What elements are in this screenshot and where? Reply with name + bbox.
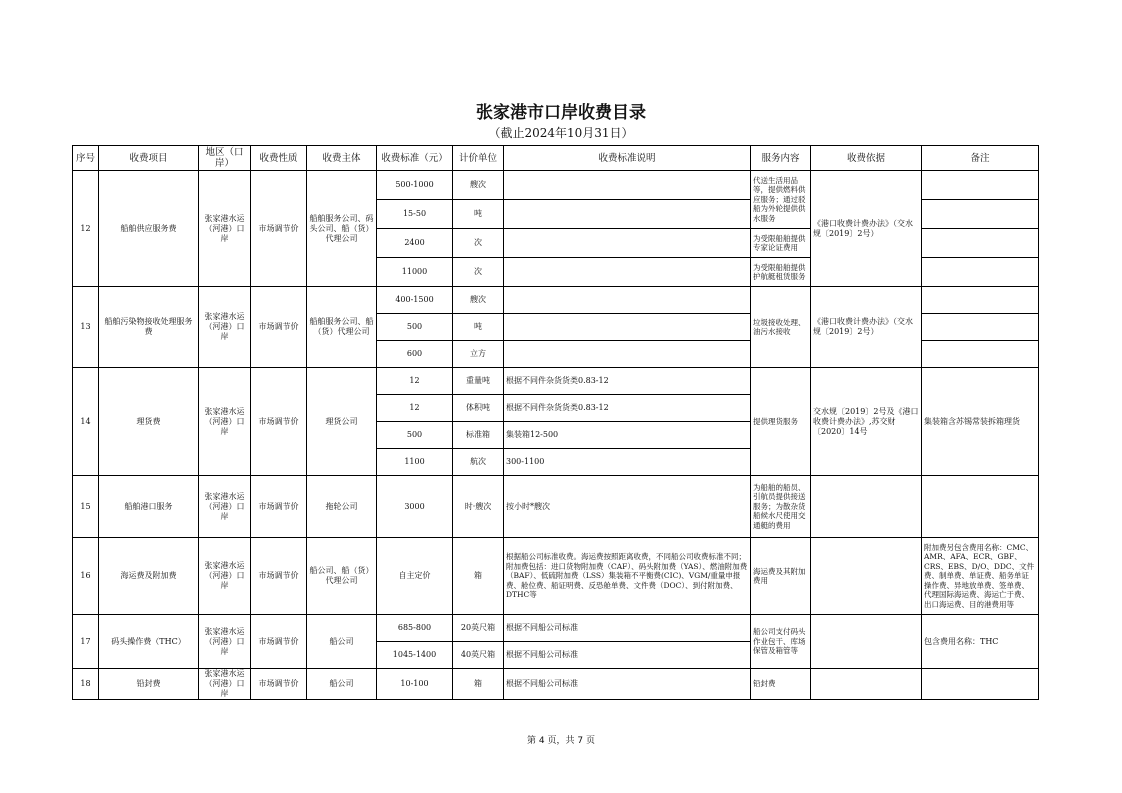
- row-service: 为受限船舶提供专家论证费用: [751, 229, 811, 258]
- row-remark: 附加费另包含费用名称：CMC、AMR、AFA、ECR、GBF、CRS、EBS、D/O、DDC、文件费、制单费、单证费、船务单证操作费、异地放单费、签单费、代理国际海运费、海运亡于费、出口海运费、目的港费用等: [922, 538, 1039, 615]
- row-unit: 吨: [453, 314, 504, 341]
- row-nature: 市场调节价: [251, 476, 307, 538]
- row-remark: [922, 287, 1039, 314]
- row-service: 为受限船舶提供护航艇租赁服务: [751, 258, 811, 287]
- row-region: 张家港水运（河港）口岸: [199, 287, 251, 368]
- row-subject: 船公司: [307, 669, 377, 700]
- row-unit: 重量吨: [453, 368, 504, 395]
- row-desc: 根据不同船公司标准: [504, 669, 751, 700]
- page-subtitle: （截止2024年10月31日）: [488, 126, 634, 140]
- row-nature: 市场调节价: [251, 287, 307, 368]
- row-standard: 500: [377, 422, 453, 449]
- header-no: 序号: [73, 146, 99, 171]
- row-desc: 根据不同件杂货货类0.83-12: [504, 368, 751, 395]
- row-desc: 根据不同件杂货货类0.83-12: [504, 395, 751, 422]
- row-standard: 600: [377, 341, 453, 368]
- row-subject: 理货公司: [307, 368, 377, 476]
- row-standard: 11000: [377, 258, 453, 287]
- row-remark: [922, 341, 1039, 368]
- row-unit: 次: [453, 258, 504, 287]
- row-nature: 市场调节价: [251, 538, 307, 615]
- row-region: 张家港水运（河港）口岸: [199, 368, 251, 476]
- header-nature: 收费性质: [251, 146, 307, 171]
- row-nature: 市场调节价: [251, 615, 307, 669]
- row-subject: 船公司: [307, 615, 377, 669]
- row-region: 张家港水运（河港）口岸: [199, 669, 251, 700]
- row-subject: 船公司、船（货）代理公司: [307, 538, 377, 615]
- row-item: 理货费: [99, 368, 199, 476]
- row-standard: 500: [377, 314, 453, 341]
- row-nature: 市场调节价: [251, 171, 307, 287]
- row-desc: [504, 200, 751, 229]
- header-desc: 收费标准说明: [504, 146, 751, 171]
- row-desc: 按小时*艘次: [504, 476, 751, 538]
- row-standard: 15-50: [377, 200, 453, 229]
- header-service: 服务内容: [751, 146, 811, 171]
- row-remark: 集装箱含苏锡常装拆箱理货: [922, 368, 1039, 476]
- page-title: 张家港市口岸收费目录: [476, 103, 646, 123]
- row-service: 垃圾接收处理、油污水接收: [751, 287, 811, 368]
- header-standard: 收费标准（元）: [377, 146, 453, 171]
- row-desc: 根据不同船公司标准: [504, 615, 751, 642]
- row-remark: [922, 314, 1039, 341]
- row-basis: 《港口收费计费办法》（交水规〔2019〕2号）: [811, 171, 922, 287]
- page-footer: 第 4 页，共 7 页: [527, 736, 595, 746]
- row-standard: 1045-1400: [377, 642, 453, 669]
- row-subject: 船舶服务公司、船（货）代理公司: [307, 287, 377, 368]
- row-desc: 根据不同船公司标准: [504, 642, 751, 669]
- row-subject: 船舶服务公司、码头公司、船（货）代理公司: [307, 171, 377, 287]
- row-unit: 时·艘次: [453, 476, 504, 538]
- row-desc: [504, 341, 751, 368]
- row-basis: [811, 669, 922, 700]
- row-desc: 根据船公司标准收费。海运费按照距离收费，不同船公司收费标准不同；附加费包括：进口货物附加费（CAF）、码头附加费（YAS）、燃油附加费（BAF）、低硫附加费（LSS）集装箱不平衡费(CIC)、VGM/重量申报费、舱位费、船证明费、反恐舱单费、文件费（DOC）、到付附加费、DTHC等: [504, 538, 751, 615]
- row-no: 12: [73, 171, 99, 287]
- header-row: [73, 146, 1039, 171]
- row-unit: 箱: [453, 669, 504, 700]
- row-subject: 拖轮公司: [307, 476, 377, 538]
- row-unit: 艘次: [453, 171, 504, 200]
- row-desc: 300-1100: [504, 449, 751, 476]
- row-remark: [922, 171, 1039, 200]
- row-service: 提供理货服务: [751, 368, 811, 476]
- row-unit: 次: [453, 229, 504, 258]
- row-desc: [504, 287, 751, 314]
- row-remark: 包含费用名称：THC: [922, 615, 1039, 669]
- row-service: 海运费及其附加费用: [751, 538, 811, 615]
- row-no: 14: [73, 368, 99, 476]
- row-unit: 40英尺箱: [453, 642, 504, 669]
- row-standard: 685-800: [377, 615, 453, 642]
- row-service: 代送生活用品等，提供燃料供应服务；通过驳船为外轮提供供水服务: [751, 171, 811, 229]
- row-item: 海运费及附加费: [99, 538, 199, 615]
- header-remark: 备注: [922, 146, 1039, 171]
- row-standard: 10-100: [377, 669, 453, 700]
- row-nature: 市场调节价: [251, 368, 307, 476]
- table-row: [73, 669, 1039, 700]
- row-basis: 交水规〔2019〕2号及《港口收费计费办法》,苏交财〔2020〕14号: [811, 368, 922, 476]
- row-no: 15: [73, 476, 99, 538]
- row-standard: 1100: [377, 449, 453, 476]
- table-row: [73, 368, 1039, 395]
- row-item: 船舶港口服务: [99, 476, 199, 538]
- row-remark: [922, 229, 1039, 258]
- row-remark: [922, 669, 1039, 700]
- row-desc: [504, 229, 751, 258]
- row-item: 船舶供应服务费: [99, 171, 199, 287]
- row-no: 16: [73, 538, 99, 615]
- header-item: 收费项目: [99, 146, 199, 171]
- table-row: [73, 538, 1039, 615]
- row-basis: [811, 615, 922, 669]
- row-remark: [922, 258, 1039, 287]
- row-standard: 12: [377, 368, 453, 395]
- row-unit: 标准箱: [453, 422, 504, 449]
- row-region: 张家港水运（河港）口岸: [199, 615, 251, 669]
- row-standard: 2400: [377, 229, 453, 258]
- row-unit: 航次: [453, 449, 504, 476]
- row-standard: 12: [377, 395, 453, 422]
- row-service: 船公司支付码头作业包干、库场保管及箱管等: [751, 615, 811, 669]
- row-no: 13: [73, 287, 99, 368]
- row-unit: 吨: [453, 200, 504, 229]
- row-service: 为船舶的船员、引航员提供接送服务；为散杂货船候水尺使用交通艇的费用: [751, 476, 811, 538]
- row-basis: [811, 476, 922, 538]
- table-row: [73, 287, 1039, 314]
- row-unit: 体积吨: [453, 395, 504, 422]
- row-item: 船舶污染物接收处理服务费: [99, 287, 199, 368]
- header-region: 地区（口岸）: [199, 146, 251, 171]
- row-desc: 集装箱12-500: [504, 422, 751, 449]
- header-unit: 计价单位: [453, 146, 504, 171]
- row-remark: [922, 476, 1039, 538]
- row-desc: [504, 258, 751, 287]
- table-row: [73, 171, 1039, 200]
- row-unit: 艘次: [453, 287, 504, 314]
- row-standard: 500-1000: [377, 171, 453, 200]
- row-unit: 箱: [453, 538, 504, 615]
- row-desc: [504, 171, 751, 200]
- fee-catalog-table: [72, 145, 1039, 700]
- row-basis: [811, 538, 922, 615]
- table-row: [73, 476, 1039, 538]
- row-item: 码头操作费（THC）: [99, 615, 199, 669]
- row-desc: [504, 314, 751, 341]
- row-region: 张家港水运（河港）口岸: [199, 538, 251, 615]
- table-row: [73, 615, 1039, 642]
- row-nature: 市场调节价: [251, 669, 307, 700]
- row-region: 张家港水运（河港）口岸: [199, 476, 251, 538]
- row-no: 17: [73, 615, 99, 669]
- header-subject: 收费主体: [307, 146, 377, 171]
- row-remark: [922, 200, 1039, 229]
- row-unit: 20英尺箱: [453, 615, 504, 642]
- row-region: 张家港水运（河港）口岸: [199, 171, 251, 287]
- row-service: 铅封费: [751, 669, 811, 700]
- row-standard: 3000: [377, 476, 453, 538]
- header-basis: 收费依据: [811, 146, 922, 171]
- row-standard: 自主定价: [377, 538, 453, 615]
- row-no: 18: [73, 669, 99, 700]
- row-basis: 《港口收费计费办法》（交水规〔2019〕2号）: [811, 287, 922, 368]
- row-unit: 立方: [453, 341, 504, 368]
- row-standard: 400-1500: [377, 287, 453, 314]
- row-item: 铅封费: [99, 669, 199, 700]
